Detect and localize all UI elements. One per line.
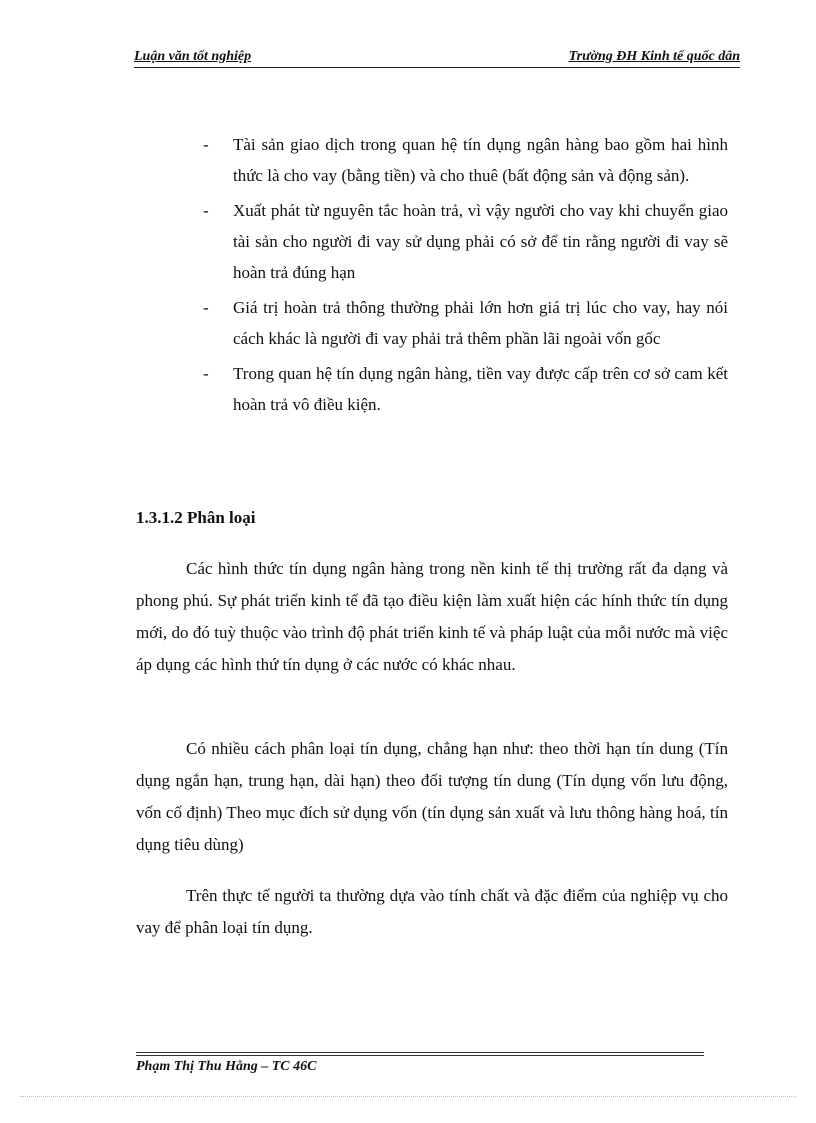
bullet-dash: - [203,201,209,220]
section-heading: 1.3.1.2 Phân loại [136,508,256,527]
list-item [203,292,728,354]
bullet-text: Tài sản giao dịch trong quan hệ tín dụng ngân hàng bao gồm hai hình thức là cho vay (bằng tiền) và cho thuê (bất động sản và động sản). [233,135,728,185]
paragraph-classification-practice: Trên thực tế người ta thường dựa vào tính chất và đặc điểm của nghiệp vụ cho vay để phân loại tín dụng. [136,886,728,937]
page-header [134,48,740,68]
bullet-text: Giá trị hoàn trả thông thường phải lớn hơn giá trị lúc cho vay, hay nói cách khác là người đi vay phải trả thêm phần lãi ngoài vốn gốc [233,298,728,348]
footer-rule-bottom [136,1055,704,1056]
header-thesis-label: Luận văn tốt nghiệp [134,49,252,64]
bullet-dash: - [203,298,209,317]
bullet-text: Xuất phát từ nguyên tắc hoàn trả, vì vậy người cho vay khi chuyển giao tài sản cho người đi vay sử dụng phải có sở để tin rằng người đi vay sẽ hoàn trả đúng hạn [233,201,728,282]
list-item [203,129,728,191]
list-item [203,195,728,288]
page-edge-dotted-line [20,1096,796,1097]
bullet-list [203,129,728,424]
header-university-label: Trường ĐH Kinh tế quốc dân [568,49,740,64]
footer-author: Phạm Thị Thu Hằng – TC 46C [136,1059,317,1074]
bullet-text: Trong quan hệ tín dụng ngân hàng, tiền vay được cấp trên cơ sở cam kết hoàn trả vô điều kiện. [233,364,728,414]
header-rule [134,67,740,68]
paragraph-classification-forms: Các hình thức tín dụng ngân hàng trong nền kinh tế thị trường rất đa dạng và phong phú. Sự phát triển kinh tế đã tạo điều kiện làm xuất hiện các hính thức tín dụng mới, do đó tuỳ thuộc vào trình độ phát triển kinh tế và pháp luật của mỗi nước mà việc áp dụng các hình thứ tín dụng ở các nước có khác nhau. [136,559,728,674]
list-item [203,358,728,420]
bullet-dash: - [203,364,209,383]
paragraph-classification-methods: Có nhiều cách phân loại tín dụng, chẳng hạn như: theo thời hạn tín dung (Tín dụng ngắn hạn, trung hạn, dài hạn) theo đối tượng tín dung (Tín dụng vốn lưu động, vốn cố định) Theo mục đích sử dụng vốn (tín dụng sản xuất và lưu thông hàng hoá, tín dụng tiêu dùng) [136,739,728,854]
footer-rule-top [136,1052,704,1053]
bullet-dash: - [203,135,209,154]
